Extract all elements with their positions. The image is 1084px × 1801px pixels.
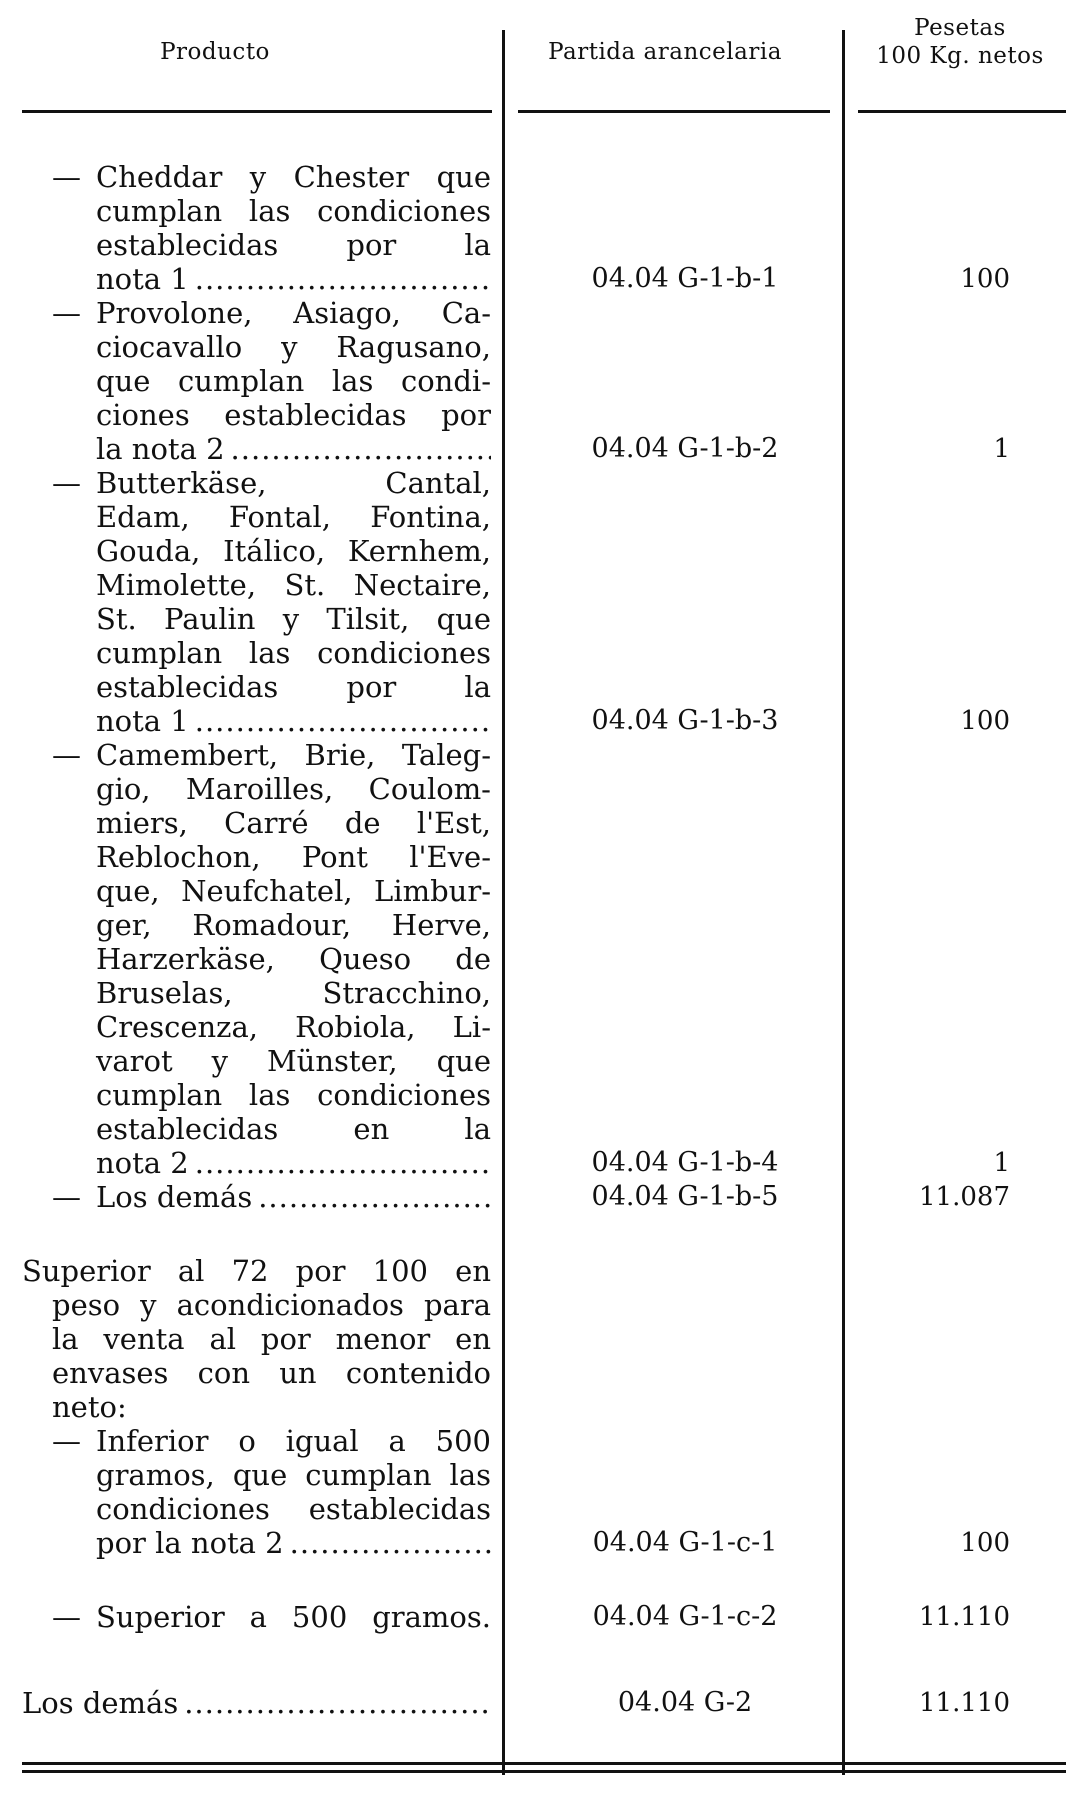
product-line: Superior al 72 por 100 en [22, 1254, 491, 1288]
header-price-line1: Pesetas [914, 15, 1006, 41]
row-tariff-code: 04.04 G-1-b-4 [591, 1147, 779, 1178]
product-line: Los demás ..... [96, 1180, 491, 1214]
header-tariff: Partida arancelaria [548, 39, 782, 65]
product-line: varot y Münster, que [96, 1044, 491, 1078]
row-product [96, 1424, 491, 1560]
leader-dots [231, 432, 491, 466]
product-line: Superior a 500 gramos. [96, 1600, 491, 1634]
product-line: la venta al por menor en [52, 1322, 491, 1356]
row-price: 1 [993, 1148, 1010, 1178]
product-line: Reblochon, Pont l'Eve- [96, 840, 491, 874]
row-tariff-code: 04.04 G-1-b-1 [591, 263, 779, 294]
row-price: 100 [960, 1528, 1010, 1558]
product-line: envases con un contenido [52, 1356, 491, 1390]
bottom-rule-lower [22, 1770, 1066, 1773]
product-line: que cumplan las condi- [96, 364, 491, 398]
row-product [96, 1180, 491, 1214]
row-price: 11.110 [919, 1688, 1010, 1718]
row-price: 100 [960, 264, 1010, 294]
product-line: Provolone, Asiago, Ca- [96, 296, 491, 330]
product-line: cumplan las condiciones [96, 1078, 491, 1112]
product-line: establecidas en la [96, 1112, 491, 1146]
row-tariff-code: 04.04 G-1-c-1 [592, 1527, 778, 1558]
leader-dots [195, 262, 491, 296]
product-line: Butterkäse, Cantal, [96, 466, 491, 500]
product-line: establecidas por la [96, 228, 491, 262]
product-line: condiciones establecidas [96, 1492, 491, 1526]
header-rule-tariff [518, 110, 830, 113]
leader-dots [184, 1686, 491, 1720]
header-rule-price [858, 110, 1066, 113]
product-line: Los demás ..... [22, 1686, 491, 1720]
product-line: gio, Maroilles, Coulom- [96, 772, 491, 806]
product-line: ciocavallo y Ragusano, [96, 330, 491, 364]
column-divider-2 [842, 30, 845, 1775]
row-tariff-code: 04.04 G-1-b-3 [591, 705, 779, 736]
row-tariff-code: 04.04 G-2 [617, 1687, 753, 1718]
product-line: Inferior o igual a 500 [96, 1424, 491, 1458]
row-product [96, 466, 491, 738]
header-product: Producto [160, 39, 270, 65]
product-line: cumplan las condiciones [96, 636, 491, 670]
product-line: nota 2 ..... [96, 1146, 491, 1180]
row-product [22, 1254, 491, 1424]
product-line: Harzerkäse, Queso de [96, 942, 491, 976]
row-dash: — [52, 466, 81, 500]
product-line: la nota 2 ..... [96, 432, 491, 466]
row-dash: — [52, 1180, 81, 1214]
product-line: neto: [52, 1390, 127, 1424]
header-rule-product [22, 110, 492, 113]
row-dash: — [52, 160, 81, 194]
product-line: Crescenza, Robiola, Li- [96, 1010, 491, 1044]
row-tariff-code: 04.04 G-1-b-2 [591, 433, 779, 464]
product-line: nota 1 ..... [96, 704, 491, 738]
leader-dots [195, 704, 491, 738]
row-price: 11.110 [919, 1602, 1010, 1632]
row-dash: — [52, 1600, 81, 1634]
row-dash: — [52, 1424, 81, 1458]
product-line: cumplan las condiciones [96, 194, 491, 228]
column-divider-1 [502, 30, 505, 1775]
leader-dots [290, 1526, 491, 1560]
product-line: que, Neufchatel, Limbur- [96, 874, 491, 908]
product-line: Gouda, Itálico, Kernhem, [96, 534, 491, 568]
bottom-rule-upper [22, 1762, 1066, 1765]
product-line: Camembert, Brie, Taleg- [96, 738, 491, 772]
leader-dots [195, 1146, 491, 1180]
row-price: 100 [960, 706, 1010, 736]
row-dash: — [52, 738, 81, 772]
leader-dots [258, 1180, 491, 1214]
product-line: establecidas por la [96, 670, 491, 704]
product-line: Cheddar y Chester que [96, 160, 491, 194]
product-line: ger, Romadour, Herve, [96, 908, 491, 942]
product-line: peso y acondicionados para [52, 1288, 491, 1322]
product-line: nota 1 ..... [96, 262, 491, 296]
row-price: 1 [993, 434, 1010, 464]
row-product [96, 738, 491, 1180]
product-line: ciones establecidas por [96, 398, 491, 432]
row-product [96, 160, 491, 296]
row-product [96, 1600, 491, 1634]
row-product [22, 1686, 491, 1720]
product-line: Edam, Fontal, Fontina, [96, 500, 491, 534]
product-line: miers, Carré de l'Est, [96, 806, 491, 840]
row-product [96, 296, 491, 466]
header-price-line2: 100 Kg. netos [876, 43, 1044, 69]
row-tariff-code: 04.04 G-1-c-2 [592, 1601, 778, 1632]
product-line: gramos, que cumplan las [96, 1458, 491, 1492]
product-line: por la nota 2 ..... [96, 1526, 491, 1560]
row-price: 11.087 [919, 1182, 1010, 1212]
row-tariff-code: 04.04 G-1-b-5 [591, 1181, 779, 1212]
row-dash: — [52, 296, 81, 330]
product-line: Bruselas, Stracchino, [96, 976, 491, 1010]
product-line: Mimolette, St. Nectaire, [96, 568, 491, 602]
product-line: St. Paulin y Tilsit, que [96, 602, 491, 636]
